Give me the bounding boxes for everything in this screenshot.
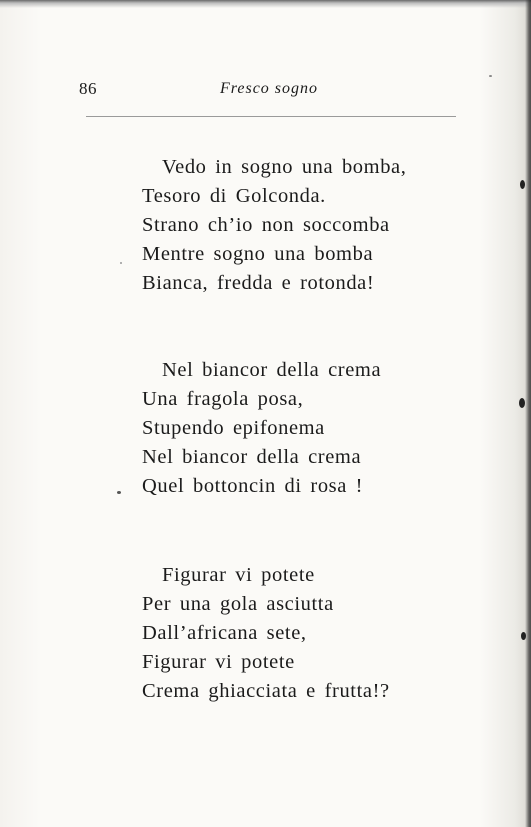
poem-line: Figurar vi potete: [142, 651, 295, 673]
header-rule: [86, 116, 456, 117]
poem-line: Figurar vi potete: [162, 564, 315, 586]
poem-line: Dall’africana sete,: [142, 622, 307, 644]
poem-stanza: [142, 356, 381, 501]
paper-speck: [519, 398, 525, 408]
paper-speck: [489, 75, 492, 77]
poem-line: Nel biancor della crema: [162, 359, 382, 381]
paper-speck: [520, 180, 525, 189]
poem-line: Bianca, fredda e rotonda!: [142, 272, 375, 294]
page-binding-edge: [525, 0, 531, 827]
poem-line: Strano ch’io non soccomba: [142, 214, 390, 236]
poem-line: Nel biancor della crema: [142, 446, 362, 468]
poem-line: Per una gola asciutta: [142, 593, 334, 615]
page-top-edge: [0, 0, 531, 8]
poem-line: Quel bottoncin di rosa !: [142, 475, 364, 497]
poem-line: Tesoro di Golconda.: [142, 185, 326, 207]
paper-speck: [117, 491, 121, 494]
page-number: 86: [79, 79, 97, 98]
poem-line: Una fragola posa,: [142, 388, 304, 410]
poem-stanza: [142, 153, 406, 298]
paper-speck: [120, 262, 122, 264]
paper-speck: [521, 632, 526, 640]
running-title: Fresco sogno: [219, 80, 319, 97]
poem-line: Crema ghiacciata e frutta!?: [142, 680, 390, 702]
poem-line: Mentre sogno una bomba: [142, 243, 374, 265]
poem-line: Vedo in sogno una bomba,: [162, 156, 407, 178]
poem-stanza: [142, 561, 390, 706]
poem-line: Stupendo epifonema: [142, 417, 325, 439]
